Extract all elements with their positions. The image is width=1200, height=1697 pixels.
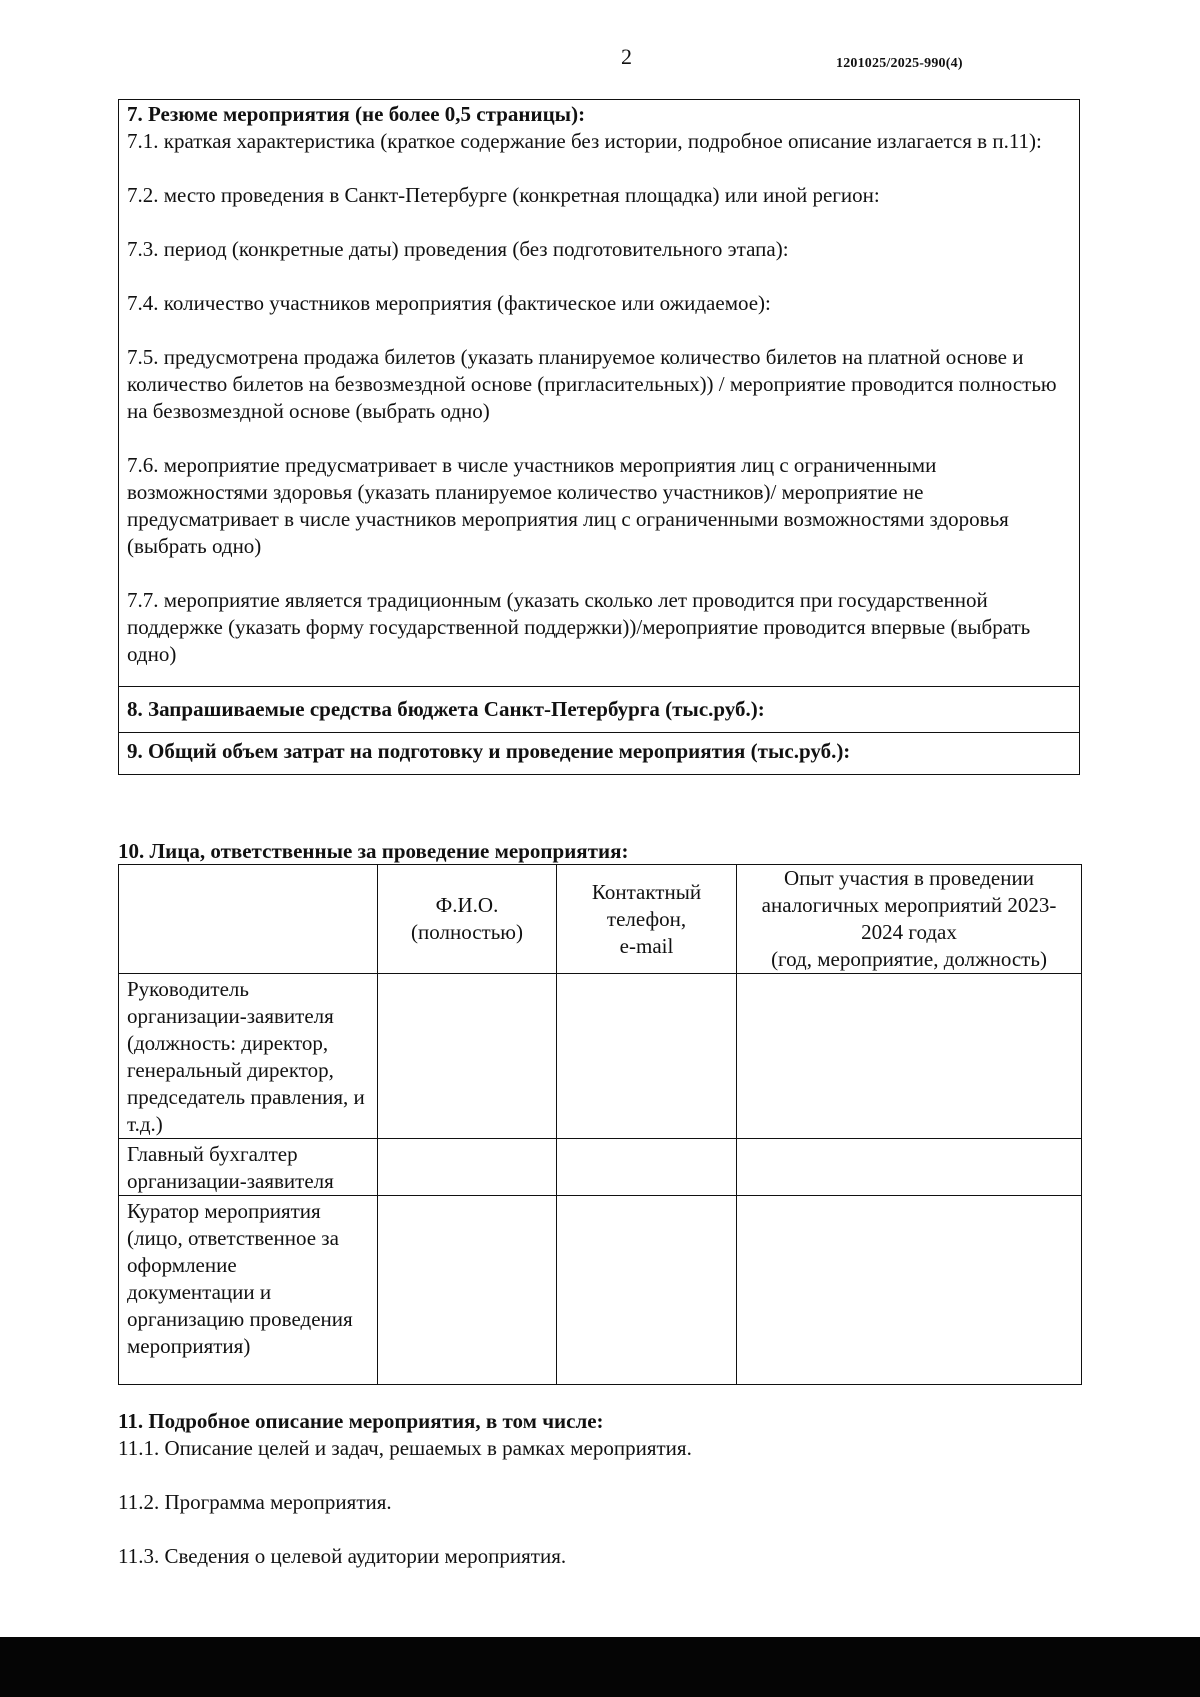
item-7-6: 7.6. мероприятие предусматривает в числе участников мероприятия лиц с ограниченными возможностями здоровья (указать планируемое количество участников)/ мероприятие не предусматривает в числе участников мероприятия лиц с ограниченными возможностями здоровья (выбрать одно): [127, 453, 1009, 558]
contact-input-cell[interactable]: [557, 1196, 737, 1385]
item-7-3: 7.3. период (конкретные даты) проведения (без подготовительного этапа):: [127, 237, 789, 261]
role-cell-head: Руководитель организации-заявителя (должность: директор, генеральный директор, председатель правления, и т.д.): [119, 974, 378, 1139]
item-7-2: 7.2. место проведения в Санкт-Петербурге (конкретная площадка) или иной регион:: [127, 183, 880, 207]
header-cell-full-name: Ф.И.О. (полностью): [378, 865, 557, 974]
experience-input-cell[interactable]: [737, 1196, 1082, 1385]
item-7-7: 7.7. мероприятие является традиционным (указать сколько лет проводится при государственной поддержке (указать форму государственной поддержки))/мероприятие проводится впервые (выбрать одно): [127, 588, 1031, 666]
item-11-1: 11.1. Описание целей и задач, решаемых в рамках мероприятия.: [118, 1436, 692, 1460]
contact-input-cell[interactable]: [557, 1139, 737, 1196]
table-row: [119, 1196, 1082, 1385]
section-7-title: 7. Резюме мероприятия (не более 0,5 страницы):: [127, 102, 586, 126]
header-cell-contact: Контактный телефон, e-mail: [557, 865, 737, 974]
header-cell-experience: Опыт участия в проведении аналогичных мероприятий 2023-2024 годах (год, мероприятие, должность): [737, 865, 1082, 974]
name-input-cell[interactable]: [378, 974, 557, 1139]
section-11-title: 11. Подробное описание мероприятия, в том числе:: [118, 1409, 604, 1433]
table-row: [119, 1139, 1082, 1196]
table-row: [119, 974, 1082, 1139]
table-header-row: [119, 865, 1082, 974]
page-number: 2: [621, 44, 632, 69]
summary-box: [118, 99, 1080, 775]
item-7-4: 7.4. количество участников мероприятия (фактическое или ожидаемое):: [127, 291, 771, 315]
responsible-persons-table: [118, 864, 1082, 1385]
document-code: 1201025/2025-990(4): [836, 56, 963, 71]
experience-input-cell[interactable]: [737, 1139, 1082, 1196]
item-7-5: 7.5. предусмотрена продажа билетов (указать планируемое количество билетов на платной основе и количество билетов на безвозмездной основе (пригласительных)) / мероприятие проводится полностью на безвозмездной основе (выбрать одно): [127, 345, 1057, 423]
item-11-2: 11.2. Программа мероприятия.: [118, 1490, 392, 1514]
contact-input-cell[interactable]: [557, 974, 737, 1139]
section-11: [118, 1408, 692, 1570]
role-cell-accountant: Главный бухгалтер организации-заявителя: [119, 1139, 378, 1196]
section-9-title: 9. Общий объем затрат на подготовку и проведение мероприятия (тыс.руб.):: [119, 732, 1079, 774]
item-7-1: 7.1. краткая характеристика (краткое содержание без истории, подробное описание излагается в п.11):: [127, 129, 1042, 153]
role-cell-curator: Куратор мероприятия (лицо, ответственное за оформление документации и организацию проведения мероприятия): [119, 1196, 378, 1385]
name-input-cell[interactable]: [378, 1196, 557, 1385]
experience-input-cell[interactable]: [737, 974, 1082, 1139]
section-8-title: 8. Запрашиваемые средства бюджета Санкт-Петербурга (тыс.руб.):: [119, 686, 1079, 732]
name-input-cell[interactable]: [378, 1139, 557, 1196]
section-10-title: 10. Лица, ответственные за проведение мероприятия:: [118, 839, 629, 863]
section-7: [119, 101, 1079, 686]
header-cell-role: [119, 865, 378, 974]
scan-bottom-bar: [0, 1637, 1200, 1697]
item-11-3: 11.3. Сведения о целевой аудитории мероприятия.: [118, 1544, 567, 1568]
